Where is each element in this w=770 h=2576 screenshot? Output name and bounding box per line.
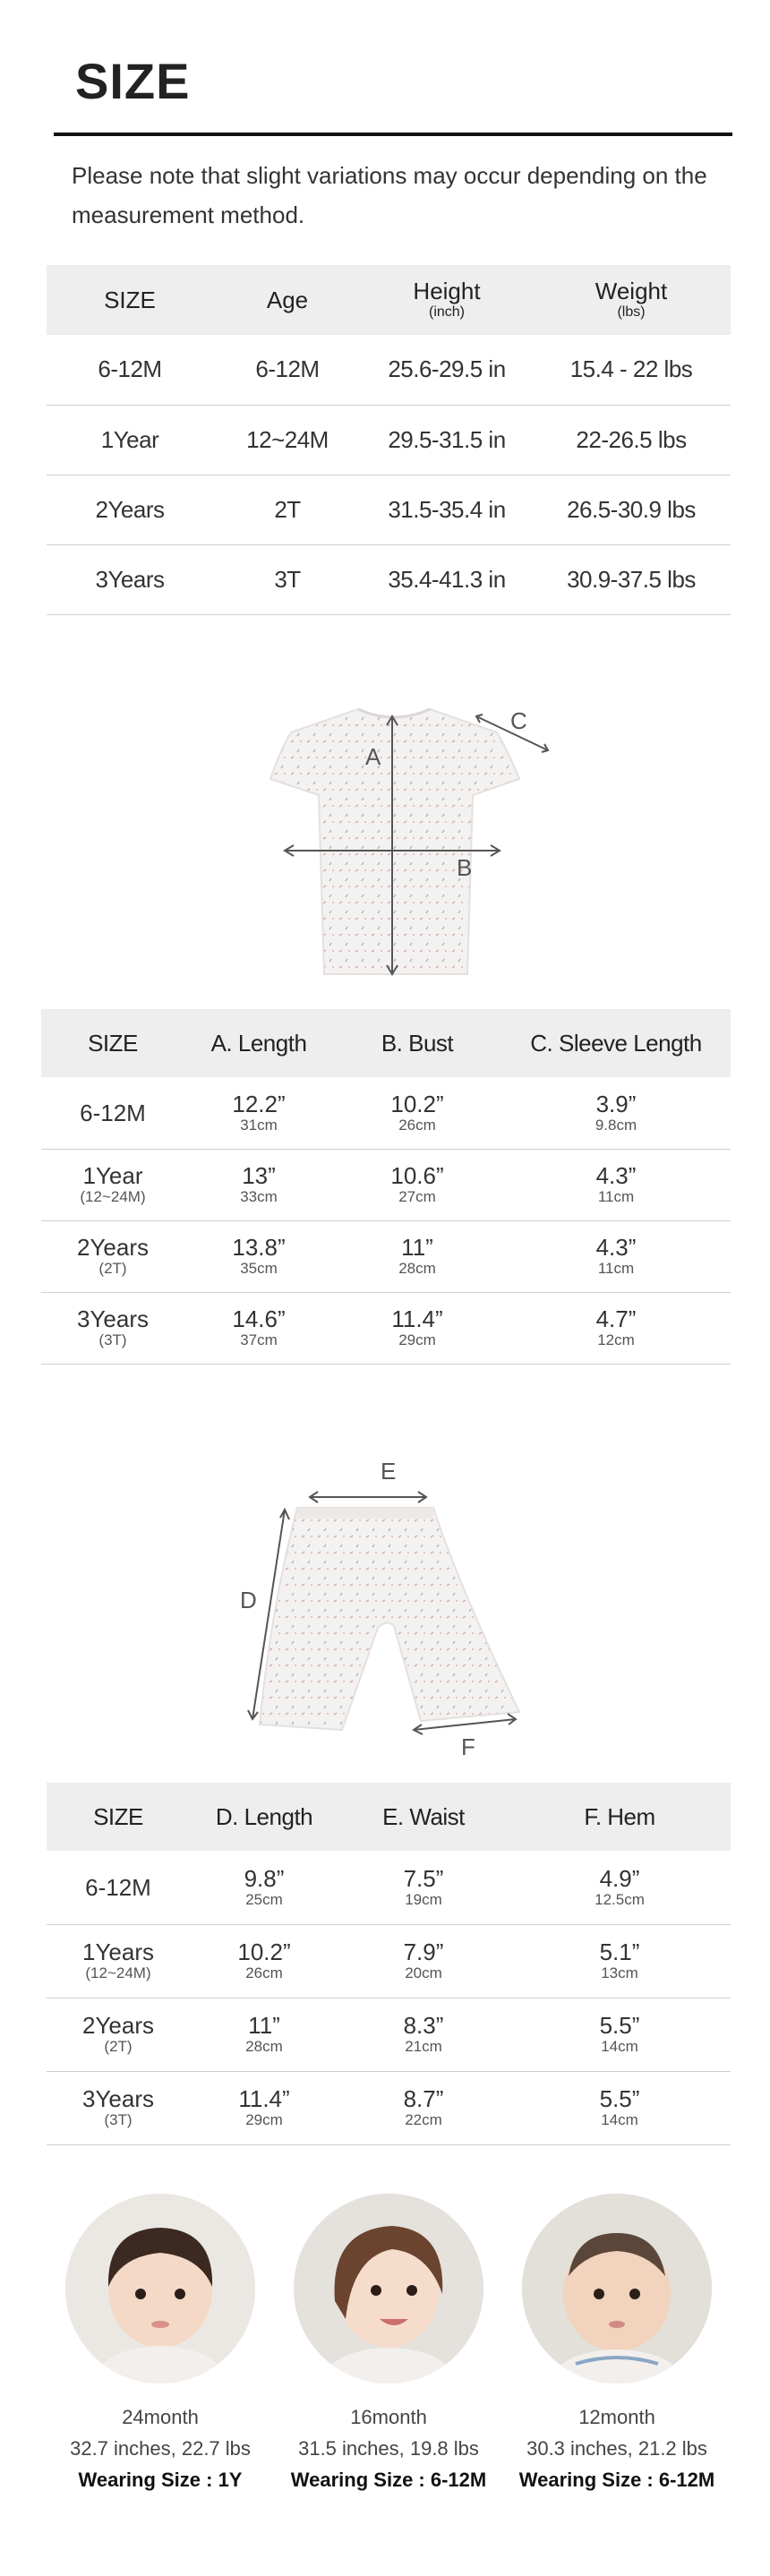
- cell-size: 1Year: [47, 405, 213, 475]
- cell-size: 6-12M: [47, 335, 213, 405]
- header-waist: E. Waist: [338, 1783, 509, 1851]
- table-row: [47, 335, 731, 405]
- bottom-measurement-table: [47, 1783, 731, 2145]
- table-row: [47, 2071, 731, 2144]
- model-age: 24month: [122, 2406, 199, 2428]
- title-divider: [54, 133, 732, 136]
- model-photo-24month: [65, 2194, 255, 2383]
- table-row: [41, 1220, 731, 1292]
- model-measures: 30.3 inches, 21.2 lbs: [526, 2437, 707, 2460]
- cell-size: 6-12M: [47, 1851, 190, 1924]
- cell-sleeve: 4.3” 11cm: [501, 1220, 731, 1292]
- model-wearing-size: Wearing Size : 6-12M: [290, 2469, 487, 2491]
- table-row: [47, 475, 731, 544]
- cell-weight: 30.9-37.5 lbs: [532, 544, 731, 614]
- model-wearing-size: Wearing Size : 6-12M: [518, 2469, 715, 2491]
- label-a: A: [365, 743, 381, 770]
- label-f: F: [461, 1733, 475, 1760]
- size-chart-table: [47, 265, 731, 615]
- model-age: 12month: [578, 2406, 655, 2428]
- header-height: Height (inch): [362, 265, 532, 335]
- model-age: 16month: [350, 2406, 427, 2428]
- cell-bust: 11.4” 29cm: [333, 1292, 501, 1364]
- table-header-row: [47, 265, 731, 335]
- table-row: [47, 1924, 731, 1998]
- header-length: A. Length: [184, 1009, 333, 1077]
- cell-length: 13” 33cm: [184, 1149, 333, 1220]
- table-row: [47, 1851, 731, 1924]
- model-measures: 31.5 inches, 19.8 lbs: [298, 2437, 479, 2460]
- cell-size: 1Year (12~24M): [41, 1149, 184, 1220]
- header-weight: Weight (lbs): [532, 265, 731, 335]
- cell-size: 3Years: [47, 544, 213, 614]
- cell-size: 1Years (12~24M): [47, 1924, 190, 1998]
- cell-size: 6-12M: [41, 1077, 184, 1149]
- header-sleeve: C. Sleeve Length: [501, 1009, 731, 1077]
- tshirt-shape: [270, 709, 519, 974]
- table-header-row: [47, 1783, 731, 1851]
- label-c: C: [510, 707, 527, 734]
- cell-height: 29.5-31.5 in: [362, 405, 532, 475]
- header-hem: F. Hem: [509, 1783, 731, 1851]
- cell-age: 2T: [213, 475, 362, 544]
- cell-hem: 5.5” 14cm: [509, 2071, 731, 2144]
- table-row: [41, 1149, 731, 1220]
- measurement-note: Please note that slight variations may occur depending on the measurement method.: [72, 162, 707, 228]
- header-age: Age: [213, 265, 362, 335]
- cell-length: 12.2” 31cm: [184, 1077, 333, 1149]
- cell-bust: 10.2” 26cm: [333, 1077, 501, 1149]
- header-height-unit: (inch): [428, 304, 465, 320]
- cell-sleeve: 4.7” 12cm: [501, 1292, 731, 1364]
- cell-weight: 15.4 - 22 lbs: [532, 335, 731, 405]
- label-d: D: [240, 1587, 257, 1613]
- shorts-shape: [260, 1508, 519, 1730]
- model-wearing-size: Wearing Size : 1Y: [78, 2469, 243, 2491]
- cell-length: 13.8” 35cm: [184, 1220, 333, 1292]
- cell-waist: 8.7” 22cm: [338, 2071, 509, 2144]
- cell-hem: 5.1” 13cm: [509, 1924, 731, 1998]
- model-measures: 32.7 inches, 22.7 lbs: [70, 2437, 251, 2460]
- model-photo-16month: [294, 2194, 483, 2383]
- header-bust: B. Bust: [333, 1009, 501, 1077]
- cell-age: 6-12M: [213, 335, 362, 405]
- cell-size: 2Years (2T): [41, 1220, 184, 1292]
- model-photo-12month: [522, 2194, 712, 2383]
- page-title: SIZE: [75, 53, 191, 109]
- cell-height: 31.5-35.4 in: [362, 475, 532, 544]
- cell-weight: 22-26.5 lbs: [532, 405, 731, 475]
- table-header-row: [41, 1009, 731, 1077]
- cell-sleeve: 4.3” 11cm: [501, 1149, 731, 1220]
- header-size: SIZE: [47, 1783, 190, 1851]
- table-row: [41, 1292, 731, 1364]
- label-e: E: [381, 1458, 397, 1485]
- cell-weight: 26.5-30.9 lbs: [532, 475, 731, 544]
- cell-length: 9.8” 25cm: [190, 1851, 338, 1924]
- cell-length: 10.2” 26cm: [190, 1924, 338, 1998]
- top-measurement-table: [41, 1009, 731, 1365]
- cell-sleeve: 3.9” 9.8cm: [501, 1077, 731, 1149]
- cell-bust: 10.6” 27cm: [333, 1149, 501, 1220]
- cell-size: 3Years (3T): [47, 2071, 190, 2144]
- cell-waist: 7.5” 19cm: [338, 1851, 509, 1924]
- model-caption-3: [500, 2401, 733, 2495]
- header-length: D. Length: [190, 1783, 338, 1851]
- cell-size: 2Years: [47, 475, 213, 544]
- cell-length: 11” 28cm: [190, 1998, 338, 2071]
- cell-bust: 11” 28cm: [333, 1220, 501, 1292]
- table-row: [47, 1998, 731, 2071]
- model-caption-1: [44, 2401, 277, 2495]
- cell-age: 3T: [213, 544, 362, 614]
- cell-waist: 7.9” 20cm: [338, 1924, 509, 1998]
- header-size: SIZE: [41, 1009, 184, 1077]
- cell-waist: 8.3” 21cm: [338, 1998, 509, 2071]
- model-caption-2: [272, 2401, 505, 2495]
- cell-hem: 4.9” 12.5cm: [509, 1851, 731, 1924]
- cell-age: 12~24M: [213, 405, 362, 475]
- label-b: B: [457, 854, 473, 881]
- cell-length: 11.4” 29cm: [190, 2071, 338, 2144]
- cell-hem: 5.5” 14cm: [509, 1998, 731, 2071]
- header-weight-unit: (lbs): [617, 304, 646, 320]
- cell-height: 35.4-41.3 in: [362, 544, 532, 614]
- shorts-diagram: [235, 1468, 539, 1764]
- cell-height: 25.6-29.5 in: [362, 335, 532, 405]
- table-row: [41, 1077, 731, 1149]
- cell-length: 14.6” 37cm: [184, 1292, 333, 1364]
- cell-size: 3Years (3T): [41, 1292, 184, 1364]
- table-row: [47, 405, 731, 475]
- table-row: [47, 544, 731, 614]
- cell-size: 2Years (2T): [47, 1998, 190, 2071]
- header-size: SIZE: [47, 265, 213, 335]
